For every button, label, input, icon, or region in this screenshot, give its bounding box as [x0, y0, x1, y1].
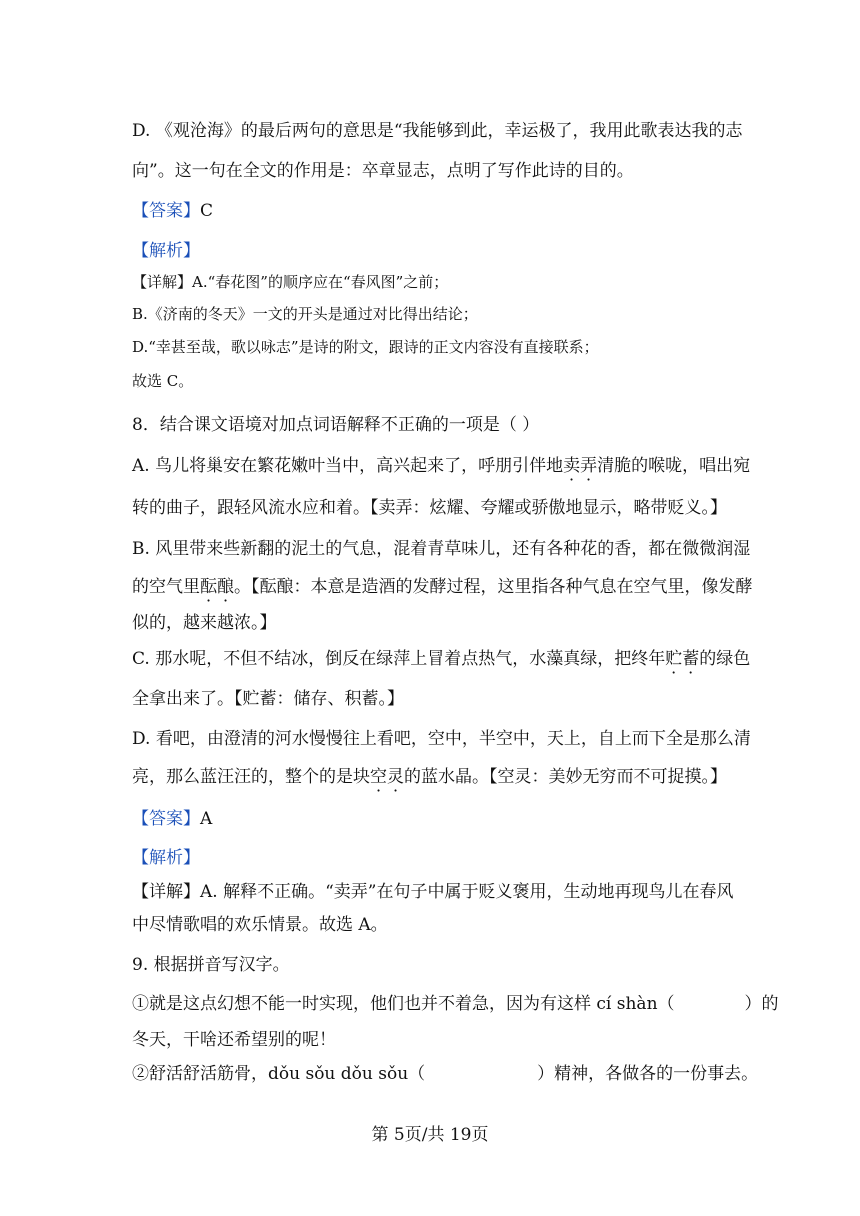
- emphasis-char: 酿: [217, 577, 234, 597]
- emphasis-char: 酝: [200, 577, 217, 597]
- page-number: 第 5页/共 19页: [371, 1125, 489, 1145]
- q8-option-b-line1: B. 风里带来些新翻的泥土的气息，混着青草味儿，还有各种花的香，都在微微润湿: [132, 539, 751, 559]
- q7-analysis-tag: 【解析】: [132, 241, 200, 261]
- emphasis-char: 卖: [563, 456, 581, 476]
- q7-detail-1: 【详解】A.“春花图”的顺序应在“春风图”之前；: [132, 273, 449, 291]
- q8-detail-1: 【详解】A. 解释不正确。“卖弄”在句子中属于贬义褒用，生动地再现鸟儿在春风: [132, 882, 734, 902]
- answer-tag: 【答案】: [132, 809, 200, 829]
- q8-option-a-line1: A. 鸟儿将巢安在繁花嫩叶当中，高兴起来了，呼朋引伴地卖弄清脆的喉咙，唱出宛: [132, 456, 751, 476]
- q8-question: 8．结合课文语境对加点词语解释不正确的一项是（ ）: [132, 415, 540, 435]
- q8-option-c-line1: C. 那水呢，不但不结冰，倒反在绿萍上冒着点热气，水藻真绿，把终年贮蓄的绿色: [132, 649, 751, 669]
- emphasis-char: 贮: [665, 649, 683, 669]
- emphasis-char: 灵: [387, 767, 404, 787]
- q8-option-a-line2: 转的曲子，跟轻风流水应和着。【卖弄：炫耀、夸耀或骄傲地显示，略带贬义。】: [132, 498, 727, 518]
- answer-value: C: [200, 201, 214, 221]
- q7-detail-3: D.“幸甚至哉，歌以咏志”是诗的附文，跟诗的正文内容没有直接联系；: [132, 338, 599, 356]
- q8-option-d-line2: 亮，那么蓝汪汪的，整个的是块空灵的蓝水晶。【空灵：美妙无穷而不可捉摸。】: [132, 767, 727, 787]
- answer-tag: 【答案】: [132, 201, 200, 221]
- answer-value: A: [200, 809, 213, 829]
- q9-item2: ②舒活舒活筋骨，dǒu sǒu dǒu sǒu（ ）精神，各做各的一份事去。: [132, 1064, 759, 1084]
- emphasis-char: 蓄: [682, 649, 700, 669]
- q8-detail-2: 中尽情歌唱的欢乐情景。故选 A。: [132, 915, 388, 935]
- q9-question: 9. 根据拼音写汉字。: [132, 955, 290, 975]
- q8-answer: [132, 804, 212, 829]
- q8-option-b-line3: 似的，越来越浓。】: [132, 613, 277, 633]
- q9-item1-line2: 冬天，干啥还希望别的呢！: [132, 1030, 336, 1050]
- q7-answer: [132, 196, 213, 221]
- emphasis-char: 弄: [580, 456, 598, 476]
- q8-option-b-line2: 的空气里酝酿。【酝酿：本意是造酒的发酵过程，这里指各种气息在空气里，像发酵: [132, 577, 753, 597]
- emphasis-char: 空: [370, 767, 387, 787]
- q8-option-c-line2: 全拿出来了。【贮蓄：储存、积蓄。】: [132, 689, 404, 709]
- q7-detail-4: 故选 C。: [132, 372, 194, 390]
- q7-detail-2: B.《济南的冬天》一文的开头是通过对比得出结论；: [132, 305, 478, 323]
- q8-option-d-line1: D. 看吧，由澄清的河水慢慢往上看吧，空中，半空中，天上，自上而下全是那么清: [132, 729, 751, 749]
- q8-analysis-tag: 【解析】: [132, 848, 200, 868]
- q9-item1-line1: ①就是这点幻想不能一时实现，他们也并不着急，因为有这样 cí shàn（ ）的: [132, 994, 779, 1014]
- q7-option-d-line1: D. 《观沧海》的最后两句的意思是“我能够到此，幸运极了，我用此歌表达我的志: [132, 121, 743, 141]
- q7-option-d-line2: 向”。这一句在全文的作用是：卒章显志，点明了写作此诗的目的。: [132, 161, 634, 181]
